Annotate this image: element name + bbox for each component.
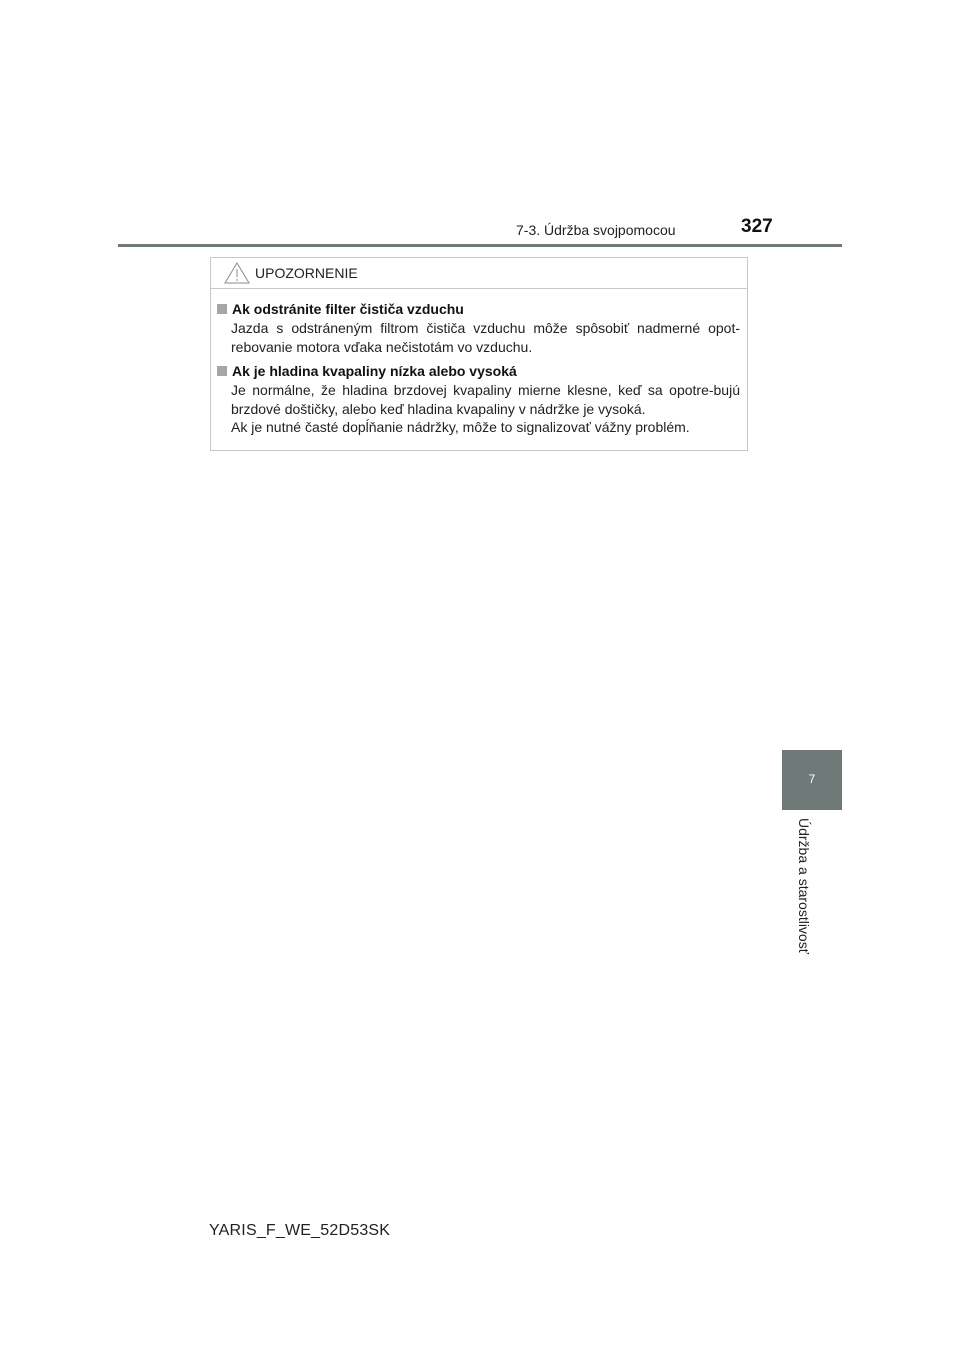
warning-box xyxy=(210,257,748,451)
chapter-tab xyxy=(782,750,842,810)
topic-text xyxy=(217,381,740,437)
page-number: 327 xyxy=(741,216,773,237)
warning-title: UPOZORNENIE xyxy=(255,265,358,281)
square-bullet-icon xyxy=(217,304,227,314)
section-title: 7-3. Údržba svojpomocou xyxy=(516,222,676,238)
chapter-title: Údržba a starostlivosť xyxy=(796,818,812,954)
header-divider xyxy=(118,244,842,247)
paragraph: Je normálne, že hladina brzdovej kvapaliny mierne klesne, keď sa opotre-bujú brzdové doštičky, alebo keď hladina kvapaliny v nádržke je vysoká. xyxy=(231,382,740,417)
warning-triangle-icon xyxy=(224,261,250,285)
document-code: YARIS_F_WE_52D53SK xyxy=(209,1222,391,1239)
topic-heading xyxy=(217,362,740,381)
topic-heading-text: Ak je hladina kvapaliny nízka alebo vysoká xyxy=(232,363,517,379)
paragraph: Jazda s odstráneným filtrom čističa vzduchu môže spôsobiť nadmerné opot-rebovanie motora vďaka nečistotám vo vzduchu. xyxy=(231,320,740,355)
topic-heading xyxy=(217,300,740,319)
paragraph: Ak je nutné časté dopĺňanie nádržky, môže to signalizovať vážny problém. xyxy=(231,419,690,435)
topic-text xyxy=(217,319,740,356)
warning-body xyxy=(211,289,747,437)
topic-heading-text: Ak odstránite filter čističa vzduchu xyxy=(232,301,464,317)
square-bullet-icon xyxy=(217,366,227,376)
chapter-number: 7 xyxy=(808,772,816,786)
topic-fluid-level xyxy=(217,362,740,437)
topic-air-filter xyxy=(217,300,740,356)
warning-header xyxy=(211,258,747,289)
